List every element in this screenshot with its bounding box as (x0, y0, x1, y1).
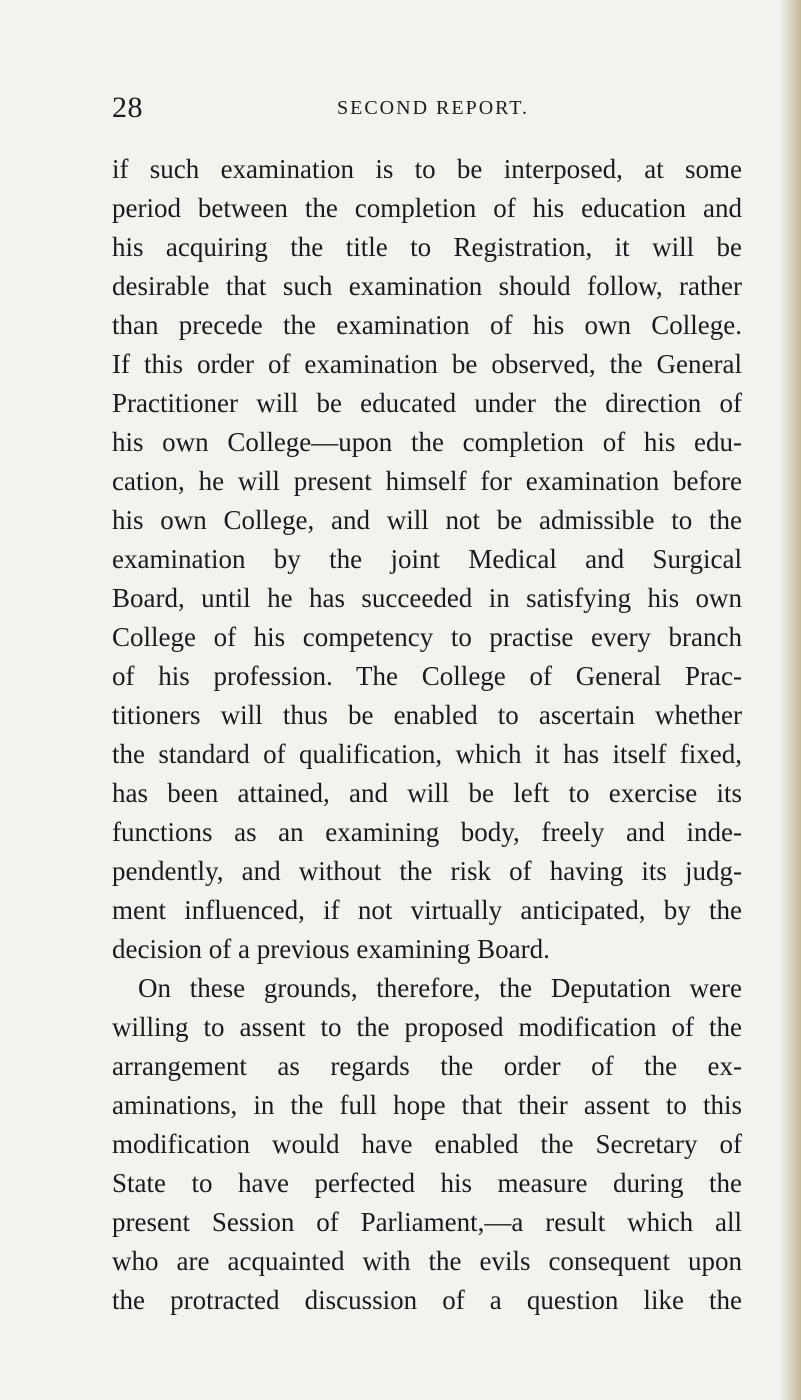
text-line: desirable that such examination should follow, rather (112, 271, 742, 301)
text-line: than precede the examination of his own College. (112, 310, 742, 340)
text-line: the standard of qualification, which it has itself fixed, (112, 739, 742, 769)
text-line: the protracted discussion of a question like the (112, 1285, 742, 1315)
text-line: If this order of examination be observed, the General (112, 349, 742, 379)
text-line: his own College—upon the completion of his edu- (112, 427, 742, 457)
text-line: his own College, and will not be admissible to the (112, 505, 742, 535)
text-line: pendently, and without the risk of having its judg- (112, 856, 742, 886)
text-line: period between the completion of his education and (112, 193, 742, 223)
text-line: titioners will thus be enabled to ascertain whether (112, 700, 742, 730)
text-line: ment influenced, if not virtually anticipated, by the (112, 895, 742, 925)
text-line: Practitioner will be educated under the direction of (112, 388, 742, 418)
page-header (112, 88, 742, 128)
running-head: SECOND REPORT. (337, 97, 530, 119)
text-line: Board, until he has succeeded in satisfying his own (112, 583, 742, 613)
text-line: his acquiring the title to Registration, it will be (112, 232, 742, 262)
body-text (112, 150, 742, 1320)
text-line: decision of a previous examining Board. (112, 934, 550, 964)
text-line: cation, he will present himself for examination before (112, 466, 742, 496)
text-line: College of his competency to practise every branch (112, 622, 742, 652)
text-line: if such examination is to be interposed, at some (112, 154, 742, 184)
text-line: State to have perfected his measure during the (112, 1168, 742, 1198)
page-edge-shadow (779, 0, 801, 1400)
text-line: has been attained, and will be left to exercise its (112, 778, 742, 808)
page-number: 28 (112, 91, 143, 124)
text-line: who are acquainted with the evils consequent upon (112, 1246, 742, 1276)
text-line: functions as an examining body, freely and inde- (112, 817, 742, 847)
text-line: present Session of Parliament,—a result which all (112, 1207, 742, 1237)
text-line: examination by the joint Medical and Surgical (112, 544, 742, 574)
text-line: willing to assent to the proposed modification of the (112, 1012, 742, 1042)
text-line: of his profession. The College of General Prac- (112, 661, 742, 691)
text-line: On these grounds, therefore, the Deputation were (138, 973, 742, 1003)
text-line: arrangement as regards the order of the ex- (112, 1051, 742, 1081)
text-line: modification would have enabled the Secretary of (112, 1129, 742, 1159)
text-line: aminations, in the full hope that their assent to this (112, 1090, 742, 1120)
